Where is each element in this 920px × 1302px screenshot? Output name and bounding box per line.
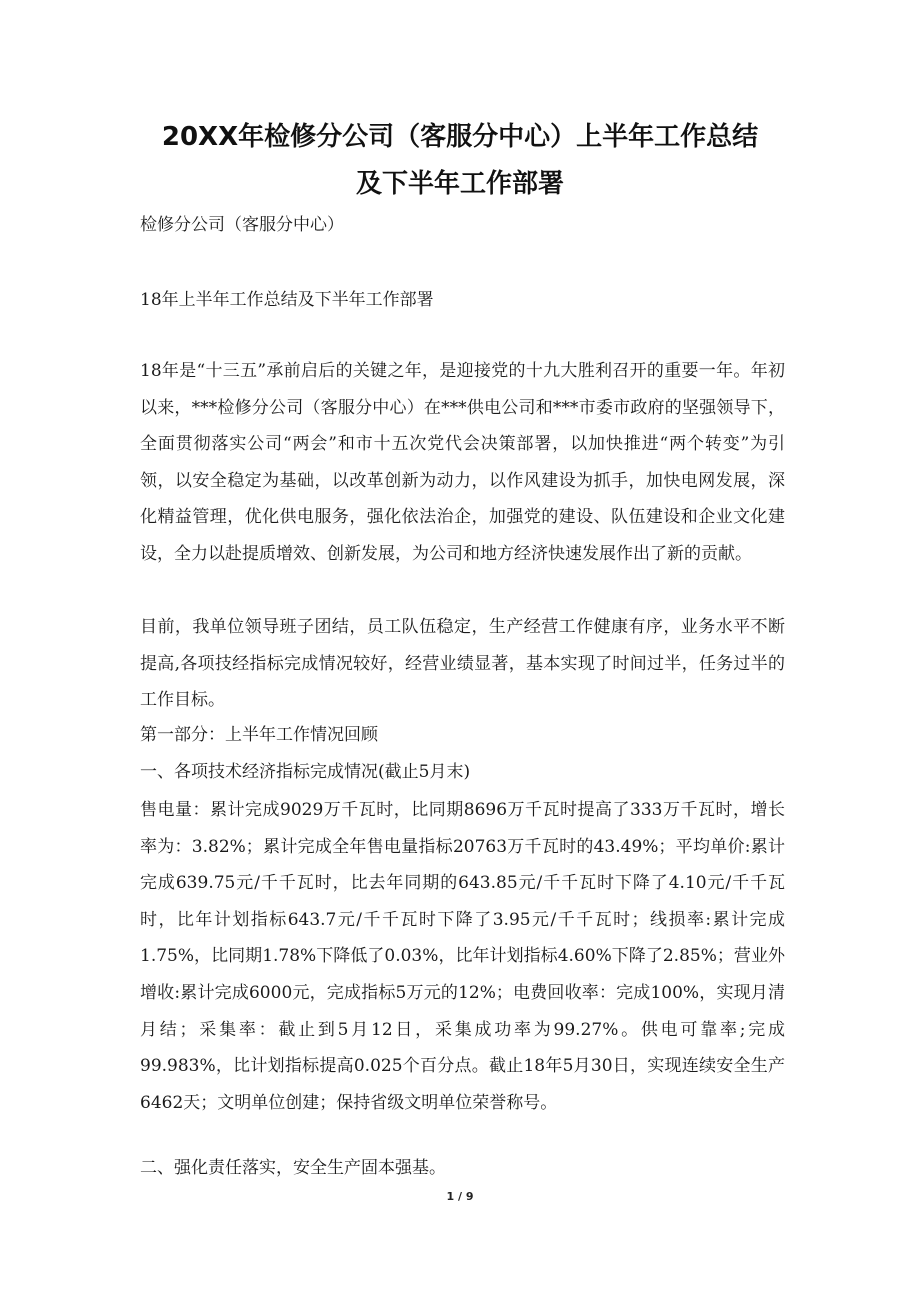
indicators-paragraph: 售电量：累计完成9029万千瓦时，比同期8696万千瓦时提高了333万千瓦时，增长率为：3.82%；累计完成全年售电量指标20763万千瓦时的43.49%；平均单价:累计完成639.75元/千千瓦时，比去年同期的643.85元/千千瓦时下降了4.10元/千千瓦时，比年计划指标643.7元/千千瓦时下降了3.95元/千千瓦时；线损率:累计完成1.75%，比同期1.78%下降低了0.03%，比年计划指标4.60%下降了2.85%；营业外增收:累计完成6000元，完成指标5万元的12%；电费回收率：完成100%，实现月清月结；采集率：截止到5月12日，采集成功率为99.27%。供电可靠率;完成99.983%，比计划指标提高0.025个百分点。截止18年5月30日，实现连续安全生产6462天；文明单位创建；保持省级文明单位荣誉称号。: [140, 800, 785, 1113]
report-subtitle: 18年上半年工作总结及下半年工作部署: [140, 290, 434, 310]
document-title-line-2: 及下半年工作部署: [355, 169, 564, 199]
page-indicator: 1 / 9: [446, 1190, 474, 1203]
organization-name: 检修分公司（客服分中心）: [140, 215, 344, 235]
intro-paragraph: 18年是“十三五”承前启后的关键之年，是迎接党的十九大胜利召开的重要一年。年初以来，***检修分公司（客服分中心）在***供电公司和***市委市政府的坚强领导下，全面贯彻落实公司“两会”和市十五次党代会决策部署，以加快推进“两个转变”为引领，以安全稳定为基础，以改革创新为动力，以作风建设为抓手，加快电网发展，深化精益管理，优化供电服务，强化依法治企，加强党的建设、队伍建设和企业文化建设，全力以赴提质增效、创新发展，为公司和地方经济快速发展作出了新的贡献。: [140, 361, 785, 564]
status-paragraph: 目前，我单位领导班子团结，员工队伍稳定，生产经营工作健康有序，业务水平不断提高,各项技经指标完成情况较好，经营业绩显著，基本实现了时间过半，任务过半的工作目标。: [140, 617, 785, 711]
section-one-heading: 一、各项技术经济指标完成情况(截止5月末): [140, 762, 471, 782]
document-title-line-1: 20XX年检修分公司（客服分中心）上半年工作总结: [161, 122, 759, 152]
section-two-heading: 二、强化责任落实，安全生产固本强基。: [140, 1158, 446, 1178]
part-one-heading: 第一部分：上半年工作情况回顾: [140, 725, 378, 745]
